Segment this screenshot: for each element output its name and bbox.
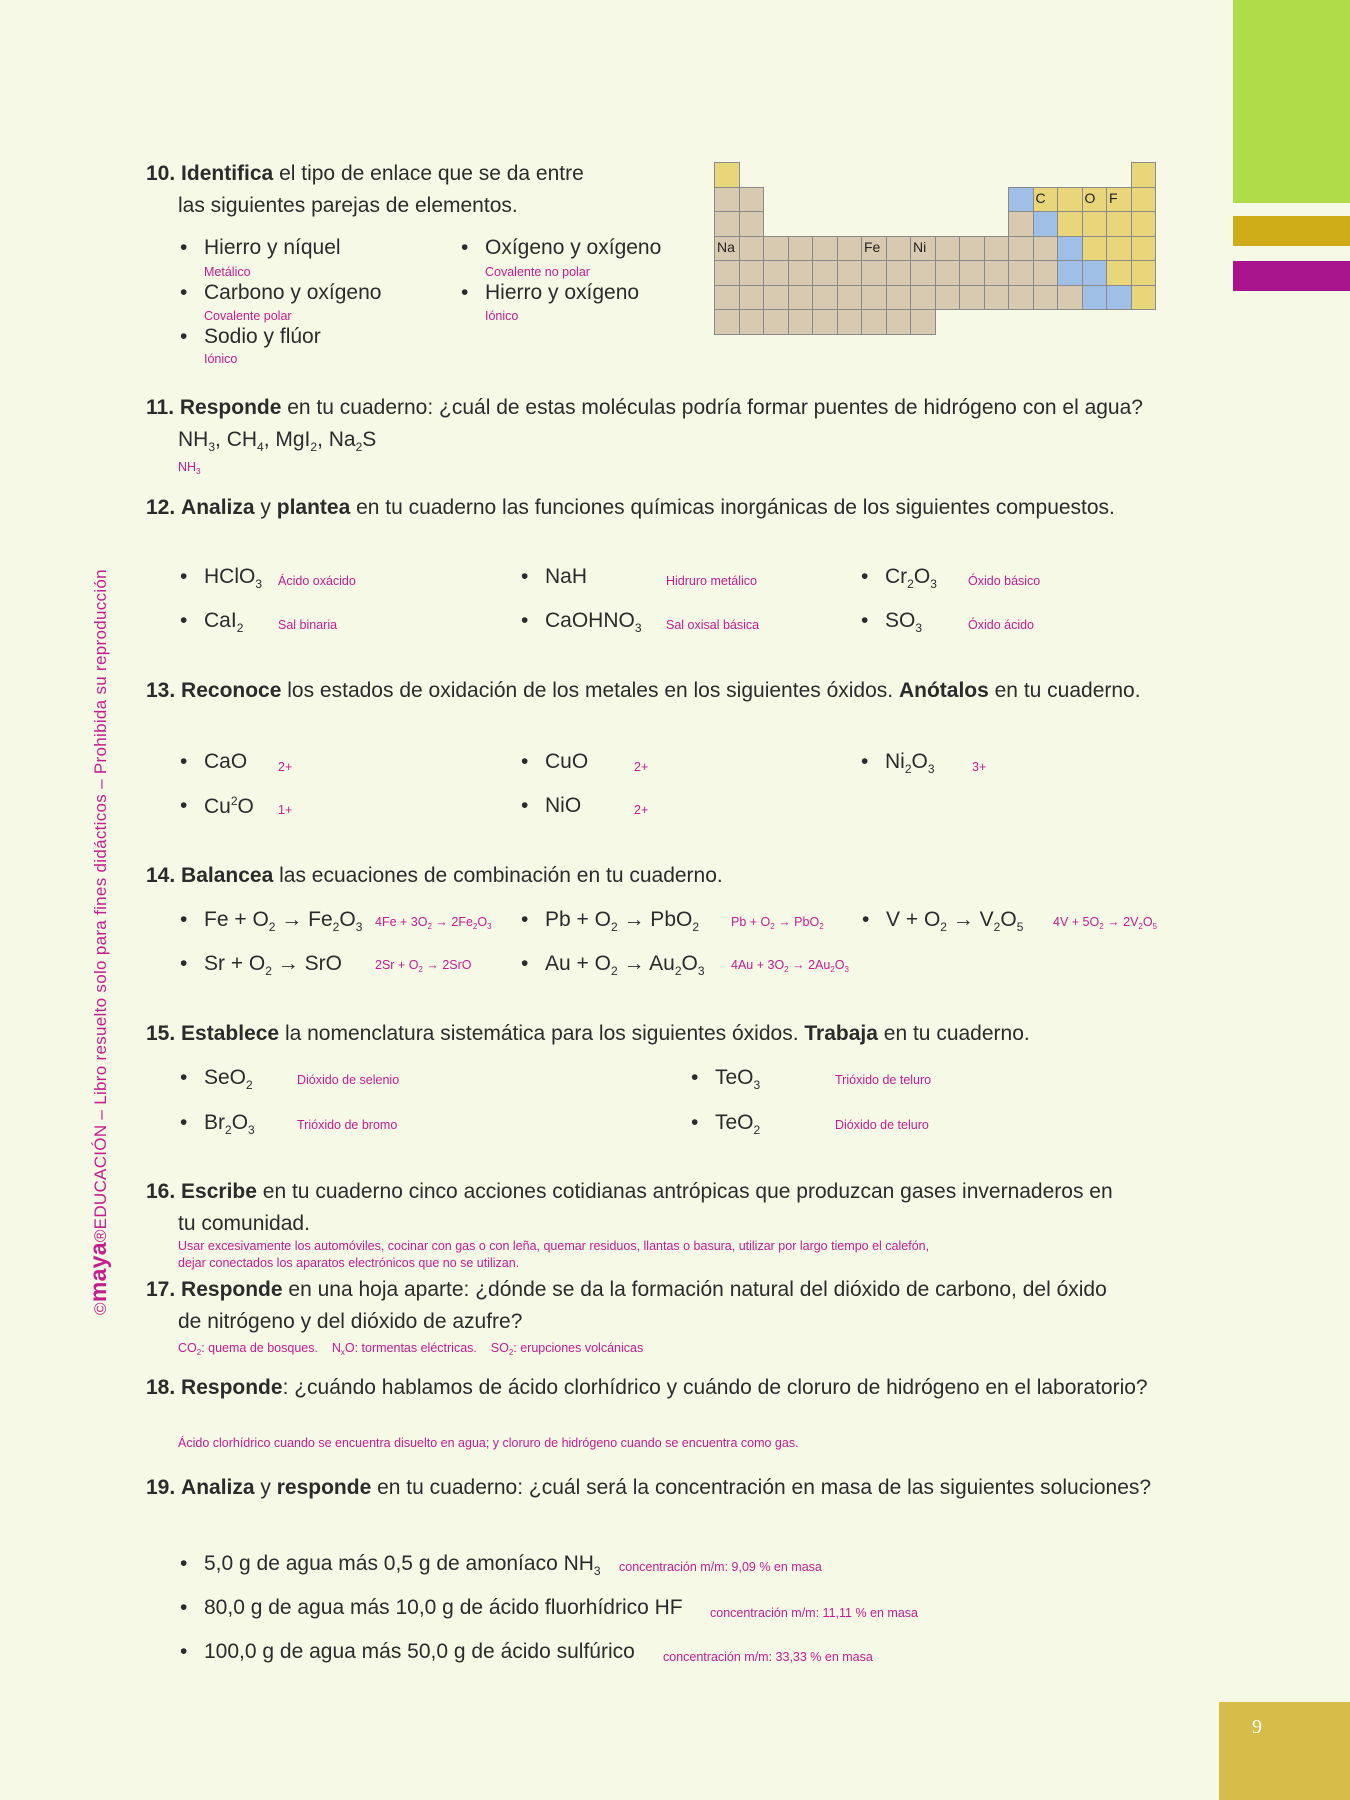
answer: Usar excesivamente los automóviles, cocinar con gas o con leña, quemar residuos, llantas o basura, utilizar por largo tiempo el calefón, dejar conectados los aparatos electrónicos que no se utilizan. bbox=[178, 1239, 930, 1270]
list-item: • SeO$_2$ bbox=[204, 1066, 253, 1092]
list-item: • $Pb + O_2 \to PbO_2$ bbox=[545, 908, 699, 934]
periodic-cell bbox=[861, 236, 887, 262]
list-item: • CaI$_2$ bbox=[204, 609, 243, 635]
list-item: • Hierro y níquel bbox=[204, 236, 341, 260]
periodic-cell bbox=[837, 309, 863, 335]
periodic-cell bbox=[1106, 285, 1132, 311]
question-18: 18. Responde: ¿cuándo hablamos de ácido clorhídrico y cuándo de cloruro de hidrógeno en el laboratorio? bbox=[146, 1376, 1148, 1399]
answer: $2Sr + O_2 \to 2SrO$ bbox=[375, 958, 472, 974]
list-item: • CaO bbox=[204, 750, 247, 774]
list-item: • Oxígeno y oxígeno bbox=[485, 236, 661, 260]
periodic-cell bbox=[714, 285, 740, 311]
periodic-cell bbox=[861, 285, 887, 311]
periodic-cell bbox=[739, 236, 765, 262]
element-symbol: F bbox=[1109, 189, 1118, 206]
periodic-cell bbox=[1033, 187, 1059, 213]
element-symbol: Ni bbox=[913, 238, 927, 255]
periodic-cell bbox=[935, 260, 961, 286]
periodic-cell bbox=[1131, 236, 1157, 262]
answer: 1+ bbox=[278, 803, 293, 817]
periodic-cell bbox=[739, 187, 765, 213]
periodic-cell bbox=[763, 285, 789, 311]
periodic-cell bbox=[886, 236, 912, 262]
answer: Dióxido de teluro bbox=[835, 1118, 929, 1132]
periodic-cell bbox=[739, 309, 765, 335]
periodic-cell bbox=[714, 260, 740, 286]
periodic-cell bbox=[714, 309, 740, 335]
list-item: • $Cr_2O_3$ bbox=[885, 565, 937, 591]
list-item: • HClO$_3$ bbox=[204, 565, 262, 591]
list-item: • $Sr + O_2$ → SrO bbox=[204, 952, 342, 978]
answer: Óxido básico bbox=[968, 574, 1041, 588]
list-item: • TeO$_2$ bbox=[715, 1111, 760, 1137]
periodic-cell bbox=[935, 236, 961, 262]
periodic-cell bbox=[1057, 211, 1083, 237]
periodic-cell bbox=[910, 236, 936, 262]
element-symbol: O bbox=[1084, 189, 1096, 206]
periodic-cell bbox=[959, 260, 985, 286]
periodic-cell bbox=[1008, 260, 1034, 286]
question-13: 13. Reconoce los estados de oxidación de los metales en los siguientes óxidos. Anótalos en tu cuaderno. bbox=[146, 679, 1141, 702]
periodic-cell bbox=[861, 309, 887, 335]
periodic-cell bbox=[1008, 236, 1034, 262]
answer: Covalente no polar bbox=[485, 265, 590, 279]
periodic-cell bbox=[763, 236, 789, 262]
periodic-cell bbox=[1082, 187, 1108, 213]
periodic-cell bbox=[935, 285, 961, 311]
answer: 2+ bbox=[634, 760, 649, 774]
list-item: • 100,0 g de agua más 50,0 g de ácido sulfúrico bbox=[204, 1640, 635, 1664]
periodic-cell bbox=[1082, 211, 1108, 237]
periodic-cell bbox=[1106, 260, 1132, 286]
answer: Hidruro metálico bbox=[666, 574, 758, 588]
answer: 3+ bbox=[972, 760, 987, 774]
periodic-cell bbox=[1082, 260, 1108, 286]
list-item: • CaOHNO$_3$ bbox=[545, 609, 642, 635]
decor-bar-magenta bbox=[1233, 261, 1350, 291]
periodic-cell bbox=[812, 236, 838, 262]
question-10: 10. Identifica el tipo de enlace que se da entre las siguientes parejas de elementos. bbox=[146, 162, 584, 217]
decor-bar-gold bbox=[1233, 216, 1350, 246]
answer: $4V + 5O_2 \to 2V_2O_5$ bbox=[1053, 915, 1158, 931]
periodic-cell bbox=[984, 285, 1010, 311]
periodic-cell bbox=[1033, 285, 1059, 311]
answer: $CO_2$: quema de bosques. $N_xO$: tormentas eléctricas. $SO_2$: erupciones volcánicas bbox=[178, 1341, 644, 1357]
periodic-cell bbox=[1131, 260, 1157, 286]
answer: Dióxido de selenio bbox=[297, 1073, 400, 1087]
periodic-cell bbox=[739, 260, 765, 286]
answer: $4Au + 3O_2 \to 2Au_2O_3$ bbox=[731, 958, 849, 974]
periodic-cell bbox=[739, 211, 765, 237]
list-item: • Sodio y flúor bbox=[204, 325, 321, 349]
periodic-cell bbox=[959, 236, 985, 262]
periodic-cell bbox=[1106, 236, 1132, 262]
periodic-cell bbox=[1082, 236, 1108, 262]
answer: Metálico bbox=[204, 265, 251, 279]
list-item: • $Ni_2O_3$ bbox=[885, 750, 935, 776]
periodic-cell bbox=[1057, 187, 1083, 213]
list-item: • CuO bbox=[545, 750, 588, 774]
list-item: • NiO bbox=[545, 794, 581, 818]
answer: concentración m/m: 33,33 % en masa bbox=[663, 1650, 873, 1664]
list-item: • 80,0 g de agua más 10,0 g de ácido fluorhídrico HF bbox=[204, 1596, 683, 1620]
answer: concentración m/m: 11,11 % en masa bbox=[710, 1606, 918, 1620]
page-number: 9 bbox=[1252, 1716, 1262, 1738]
question-19: 19. Analiza y responde en tu cuaderno: ¿cuál será la concentración en masa de las siguientes soluciones? bbox=[146, 1476, 1152, 1499]
list-item: • NaH bbox=[545, 565, 587, 589]
list-item: • $V + O_2 \to V_2O_5$ bbox=[886, 908, 1023, 934]
periodic-cell bbox=[1033, 260, 1059, 286]
periodic-cell bbox=[1131, 187, 1157, 213]
periodic-cell bbox=[959, 285, 985, 311]
periodic-cell bbox=[788, 236, 814, 262]
answer: Sal binaria bbox=[278, 618, 338, 632]
periodic-cell bbox=[1106, 187, 1132, 213]
periodic-cell bbox=[886, 285, 912, 311]
answer: Ácido oxácido bbox=[278, 574, 356, 588]
copyright-vertical: ©maya®EDUCACIÓN – Libro resuelto solo para fines didácticos – Prohibida su reproducción bbox=[85, 569, 111, 1315]
periodic-cell bbox=[984, 260, 1010, 286]
periodic-cell bbox=[910, 260, 936, 286]
answer: $Pb + O_2 \to PbO_2$ bbox=[731, 915, 824, 931]
page-number-box bbox=[1219, 1702, 1350, 1800]
periodic-cell bbox=[788, 260, 814, 286]
periodic-cell bbox=[837, 285, 863, 311]
answer: Iónico bbox=[485, 309, 519, 323]
list-item: • Carbono y oxígeno bbox=[204, 281, 381, 305]
list-item: • 5,0 g de agua más 0,5 g de amoníaco $NH_3$ bbox=[204, 1552, 601, 1578]
periodic-cell bbox=[1033, 211, 1059, 237]
periodic-cell bbox=[837, 260, 863, 286]
periodic-cell bbox=[1008, 187, 1034, 213]
list-item: • $Fe + O_2 \to Fe_2O_3$ bbox=[204, 908, 362, 934]
list-item: • Cu$^2$O bbox=[204, 794, 254, 819]
periodic-cell bbox=[886, 260, 912, 286]
answer: 2+ bbox=[634, 803, 649, 817]
answer: Covalente polar bbox=[204, 309, 292, 323]
periodic-cell bbox=[910, 309, 936, 335]
periodic-cell bbox=[714, 236, 740, 262]
periodic-cell bbox=[812, 309, 838, 335]
answer: $NH_3$ bbox=[178, 460, 201, 476]
periodic-cell bbox=[1057, 285, 1083, 311]
periodic-cell bbox=[763, 260, 789, 286]
periodic-cell bbox=[739, 285, 765, 311]
question-16: 16. Escribe en tu cuaderno cinco acciones cotidianas antrópicas que produzcan gases invernaderos en tu comunidad. bbox=[146, 1180, 1113, 1235]
answer: Trióxido de teluro bbox=[835, 1073, 932, 1087]
list-item: • $SO_3$ bbox=[885, 609, 922, 635]
periodic-cell bbox=[1131, 162, 1157, 188]
periodic-cell bbox=[812, 285, 838, 311]
periodic-cell bbox=[886, 309, 912, 335]
periodic-cell bbox=[788, 309, 814, 335]
periodic-cell bbox=[714, 211, 740, 237]
periodic-cell bbox=[1033, 236, 1059, 262]
periodic-cell bbox=[1131, 211, 1157, 237]
answer: Sal oxisal básica bbox=[666, 618, 760, 632]
periodic-cell bbox=[1106, 211, 1132, 237]
periodic-cell bbox=[1082, 285, 1108, 311]
question-14: 14. Balancea las ecuaciones de combinación en tu cuaderno. bbox=[146, 864, 723, 887]
answer: Iónico bbox=[204, 352, 238, 366]
periodic-cell bbox=[714, 162, 740, 188]
answer: 2+ bbox=[278, 760, 293, 774]
list-item: • $Br_2O_3$ bbox=[204, 1111, 255, 1137]
question-15: 15. Establece la nomenclatura sistemática para los siguientes óxidos. Trabaja en tu cuaderno. bbox=[146, 1022, 1030, 1045]
answer: Ácido clorhídrico cuando se encuentra disuelto en agua; y cloruro de hidrógeno cuando se encuentra como gas. bbox=[178, 1436, 799, 1450]
periodic-cell bbox=[763, 309, 789, 335]
periodic-cell bbox=[812, 260, 838, 286]
periodic-cell bbox=[1008, 285, 1034, 311]
periodic-cell bbox=[1057, 236, 1083, 262]
list-item: • Hierro y oxígeno bbox=[485, 281, 639, 305]
brand-logo: maya bbox=[85, 1242, 111, 1303]
periodic-cell bbox=[1131, 285, 1157, 311]
periodic-cell bbox=[1057, 260, 1083, 286]
element-symbol: C bbox=[1035, 189, 1046, 206]
answer: Trióxido de bromo bbox=[297, 1118, 398, 1132]
decor-bar-green bbox=[1233, 0, 1350, 203]
periodic-cell bbox=[910, 285, 936, 311]
list-item: • $Au + O_2 \to Au_2O_3$ bbox=[545, 952, 705, 978]
answer: concentración m/m: 9,09 % en masa bbox=[619, 1560, 822, 1574]
periodic-cell bbox=[861, 260, 887, 286]
question-12: 12. Analiza y plantea en tu cuaderno las funciones químicas inorgánicas de los siguientes compuestos. bbox=[146, 496, 1115, 519]
answer: $4Fe + 3O_2 \to 2Fe_2O_3$ bbox=[375, 915, 492, 931]
list-item: • TeO$_3$ bbox=[715, 1066, 760, 1092]
element-symbol: Na bbox=[717, 238, 735, 255]
copyright-text: EDUCACIÓN – Libro resuelto solo para fines didácticos – Prohibida su reproducción bbox=[91, 569, 110, 1230]
element-symbol: Fe bbox=[864, 238, 881, 255]
question-11: 11. Responde en tu cuaderno: ¿cuál de estas moléculas podría formar puentes de hidrógeno con el agua? $NH_3$, $CH_4$, MgI$_2$, $Na_2S$ bbox=[146, 396, 1143, 454]
periodic-cell bbox=[984, 236, 1010, 262]
answer: Óxido ácido bbox=[968, 618, 1035, 632]
periodic-cell bbox=[837, 236, 863, 262]
periodic-cell bbox=[1008, 211, 1034, 237]
periodic-cell bbox=[788, 285, 814, 311]
periodic-cell bbox=[714, 187, 740, 213]
question-17: 17. Responde en una hoja aparte: ¿dónde se da la formación natural del dióxido de carbono, del óxido de nitrógeno y del dióxido de azufre? bbox=[146, 1278, 1107, 1333]
